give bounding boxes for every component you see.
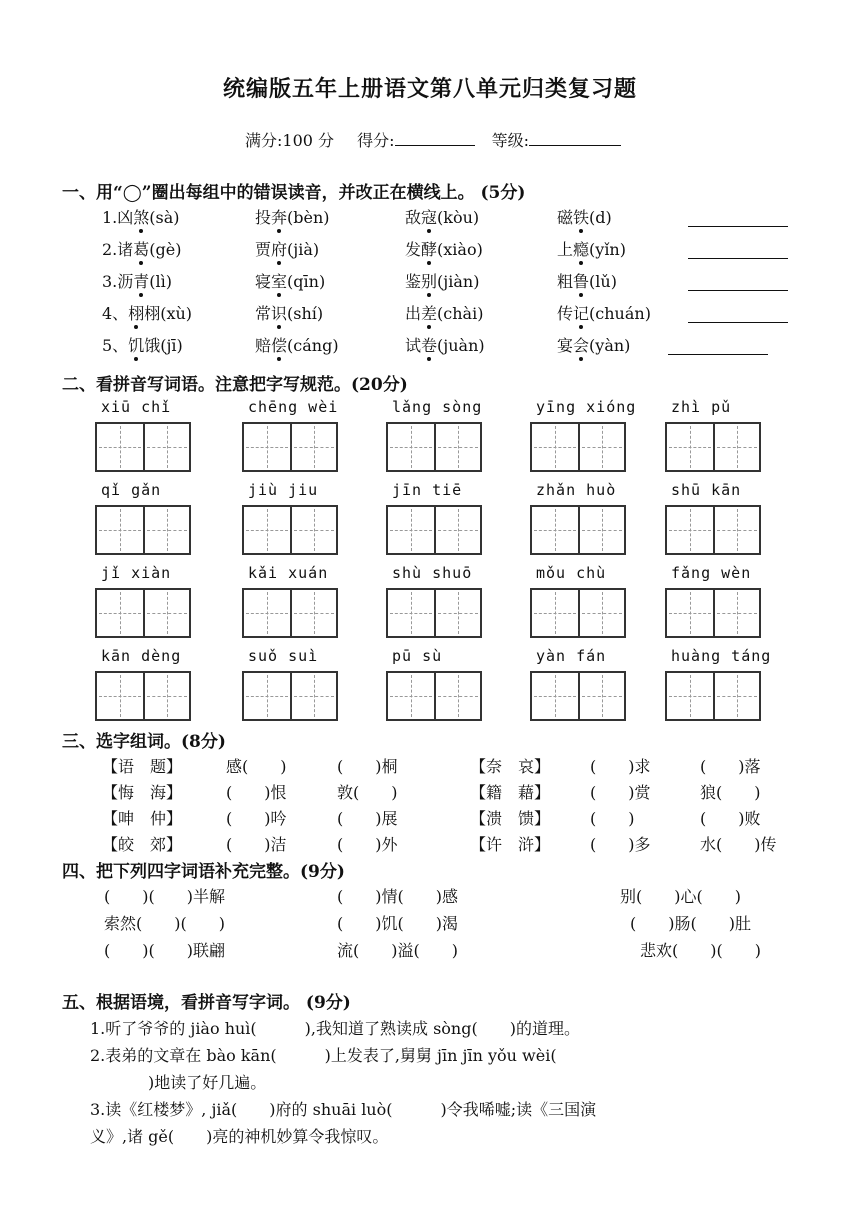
grid-cell[interactable] (244, 673, 290, 719)
grid-cell[interactable] (388, 424, 434, 470)
grid-cell[interactable] (97, 673, 143, 719)
fill-blank-word[interactable]: ( )吟 (226, 809, 287, 828)
item-text: (gè) (149, 240, 182, 259)
pronunciation-item (557, 237, 626, 260)
pinyin-label: lǎng sòng (392, 398, 483, 416)
pinyin-label: xiū chǐ (101, 398, 172, 416)
fill-blank-word[interactable]: ( )展 (337, 809, 398, 828)
fill-blank-word[interactable]: ( )多 (590, 835, 651, 854)
dotted-char: 栩 (128, 301, 144, 324)
grid-cell[interactable] (290, 424, 336, 470)
grid-cell[interactable] (667, 507, 713, 553)
pinyin-label: jīn tiē (392, 481, 463, 499)
pinyin-label: jǐ xiàn (101, 564, 172, 582)
dotted-char: 青 (133, 269, 149, 292)
grid-cell[interactable] (667, 424, 713, 470)
dotted-char: 铁 (573, 205, 589, 228)
grid-cell[interactable] (388, 590, 434, 636)
item-text: (jiàn) (437, 272, 480, 291)
item-text: 贾 (255, 240, 272, 259)
pronunciation-item (405, 205, 479, 228)
grid-cell[interactable] (434, 424, 480, 470)
dotted-char: 记 (573, 301, 589, 324)
item-text: 2.诸 (102, 240, 134, 259)
grid-cell[interactable] (713, 424, 759, 470)
grid-cell[interactable] (434, 507, 480, 553)
fill-blank-word[interactable]: ( )落 (700, 757, 761, 776)
writing-grid[interactable] (242, 588, 338, 638)
idiom-fill[interactable]: 悲欢( )( ) (640, 941, 761, 960)
item-text: 4、 (102, 304, 129, 323)
grid-cell[interactable] (143, 590, 189, 636)
item-text: (chuán) (589, 304, 651, 323)
item-text: 栩(xù) (144, 304, 193, 323)
fill-blank-word[interactable]: ( )恨 (226, 783, 287, 802)
item-text: (chài) (437, 304, 484, 323)
grid-cell[interactable] (578, 507, 624, 553)
section-1-heading: 一、用“◯”圈出每组中的错误读音，并改正在横线上。 (5分) (62, 183, 526, 203)
item-text: 5、 (102, 336, 129, 355)
item-text: 投 (255, 208, 272, 227)
pronunciation-item (557, 205, 612, 228)
dotted-char: 酵 (421, 237, 437, 260)
grid-cell[interactable] (578, 590, 624, 636)
item-text: 试 (405, 336, 422, 355)
writing-grid[interactable] (242, 422, 338, 472)
fill-blank-word[interactable]: ( )求 (590, 757, 651, 776)
context-sentence: 义》,诸 gě( )亮的神机妙算令我惊叹。 (90, 1127, 389, 1146)
writing-grid[interactable] (95, 671, 191, 721)
pronunciation-item (255, 333, 339, 356)
pronunciation-item (255, 269, 325, 292)
writing-grid[interactable] (530, 588, 626, 638)
dotted-char: 府 (271, 237, 287, 260)
grid-cell[interactable] (667, 590, 713, 636)
fill-blank-word[interactable]: 水( )传 (700, 835, 777, 854)
dotted-char: 偿 (271, 333, 287, 356)
pinyin-label: suǒ suì (248, 647, 319, 665)
dotted-char: 别 (421, 269, 437, 292)
item-text: 常 (255, 304, 272, 323)
idiom-fill[interactable]: ( )( )半解 (104, 887, 225, 906)
item-text: 发 (405, 240, 422, 259)
answer-line[interactable] (668, 353, 768, 355)
fill-blank-word[interactable]: ( )败 (700, 809, 761, 828)
pronunciation-item (557, 269, 617, 292)
writing-grid[interactable] (95, 422, 191, 472)
char-choice-pair: 【溃 馈】 (470, 809, 551, 828)
pinyin-label: huàng táng (671, 647, 772, 665)
item-text: 1.凶 (102, 208, 134, 227)
item-text: (jià) (287, 240, 320, 259)
item-text: 上 (557, 240, 574, 259)
grid-cell[interactable] (97, 590, 143, 636)
grid-cell[interactable] (713, 590, 759, 636)
item-text: 敌 (405, 208, 422, 227)
fill-blank-word[interactable]: 敦( ) (337, 783, 398, 802)
dotted-char: 卷 (421, 333, 437, 356)
grid-cell[interactable] (244, 507, 290, 553)
pronunciation-item (102, 301, 192, 324)
fill-blank-word[interactable]: ( )桐 (337, 757, 398, 776)
grid-cell[interactable] (388, 673, 434, 719)
grid-cell[interactable] (97, 507, 143, 553)
dotted-char: 差 (421, 301, 437, 324)
grid-cell[interactable] (532, 507, 578, 553)
pinyin-label: jiù jiu (248, 481, 319, 499)
section-4-heading: 四、把下列四字词语补充完整。(9分) (62, 862, 345, 882)
pinyin-label: chēng wèi (248, 398, 339, 416)
pronunciation-item (405, 269, 479, 292)
pronunciation-item (102, 205, 180, 228)
grid-cell[interactable] (578, 673, 624, 719)
item-text: (cáng) (287, 336, 339, 355)
section-2-heading: 二、看拼音写词语。注意把字写规范。(20分) (62, 375, 408, 395)
writing-grid[interactable] (530, 422, 626, 472)
writing-grid[interactable] (242, 671, 338, 721)
item-text: (sà) (149, 208, 180, 227)
section-3-heading: 三、选字组词。(8分) (62, 732, 226, 752)
grid-cell[interactable] (532, 424, 578, 470)
idiom-fill[interactable]: ( )饥( )渴 (337, 914, 458, 933)
char-choice-pair: 【悔 海】 (102, 783, 183, 802)
writing-grid[interactable] (242, 505, 338, 555)
item-text: (lì) (149, 272, 173, 291)
item-text: (shí) (287, 304, 324, 323)
fill-blank-word[interactable]: 狼( ) (700, 783, 761, 802)
writing-grid[interactable] (386, 588, 482, 638)
page-title: 统编版五年上册语文第八单元归类复习题 (222, 76, 637, 102)
context-sentence: )地读了好几遍。 (116, 1073, 267, 1092)
grid-cell[interactable] (290, 590, 336, 636)
grid-cell[interactable] (532, 673, 578, 719)
item-text: (lǔ) (589, 272, 617, 291)
writing-grid[interactable] (665, 671, 761, 721)
pinyin-label: yàn fán (536, 647, 607, 665)
grid-cell[interactable] (97, 424, 143, 470)
item-text: 粗 (557, 272, 574, 291)
dotted-char: 饥 (128, 333, 144, 356)
writing-grid[interactable] (386, 422, 482, 472)
item-text: 出 (405, 304, 422, 323)
pronunciation-item (255, 205, 330, 228)
pronunciation-item (102, 269, 172, 292)
item-text: 3.沥 (102, 272, 134, 291)
grade-blank[interactable] (529, 131, 621, 146)
pronunciation-item (255, 301, 323, 324)
answer-line[interactable] (688, 289, 788, 291)
item-text: 寝 (255, 272, 272, 291)
context-sentence: 3.读《红楼梦》, jiǎ( )府的 shuāi luò( )令我唏嘘;读《三国演 (90, 1100, 597, 1119)
writing-grid[interactable] (95, 505, 191, 555)
writing-grid[interactable] (386, 505, 482, 555)
score-label: 得分: (357, 131, 395, 150)
fill-blank-word[interactable]: ( )外 (337, 835, 398, 854)
grid-cell[interactable] (713, 673, 759, 719)
dotted-char: 葛 (133, 237, 149, 260)
grid-cell[interactable] (578, 424, 624, 470)
item-text: 赔 (255, 336, 272, 355)
writing-grid[interactable] (95, 588, 191, 638)
grid-cell[interactable] (434, 673, 480, 719)
pronunciation-item (102, 237, 182, 260)
full-score: 满分:100 分 (245, 131, 335, 150)
idiom-fill[interactable]: ( )( )联翩 (104, 941, 225, 960)
grid-cell[interactable] (244, 590, 290, 636)
writing-grid[interactable] (665, 505, 761, 555)
writing-grid[interactable] (665, 422, 761, 472)
idiom-fill[interactable]: 别( )心( ) (620, 887, 741, 906)
pronunciation-item (405, 333, 485, 356)
item-text: (d) (589, 208, 612, 227)
item-text: 宴 (557, 336, 574, 355)
grid-cell[interactable] (244, 424, 290, 470)
item-text: 传 (557, 304, 574, 323)
pronunciation-item (405, 237, 483, 260)
writing-grid[interactable] (665, 588, 761, 638)
section-5-heading: 五、根据语境，看拼音写字词。 (9分) (62, 993, 351, 1013)
item-text: 饿(jī) (144, 336, 183, 355)
char-choice-pair: 【籍 藉】 (470, 783, 551, 802)
item-text: 磁 (557, 208, 574, 227)
grade-label: 等级: (491, 131, 530, 150)
dotted-char: 室 (271, 269, 287, 292)
pinyin-label: zhì pǔ (671, 398, 732, 416)
char-choice-pair: 【皎 郊】 (102, 835, 183, 854)
char-choice-pair: 【语 题】 (102, 757, 183, 776)
item-text: (bèn) (287, 208, 330, 227)
pronunciation-item (557, 333, 630, 356)
grid-cell[interactable] (434, 590, 480, 636)
idiom-fill[interactable]: ( )情( )感 (337, 887, 458, 906)
writing-grid[interactable] (530, 505, 626, 555)
answer-line[interactable] (688, 321, 788, 323)
dotted-char: 煞 (133, 205, 149, 228)
item-text: (qīn) (287, 272, 326, 291)
pinyin-label: zhǎn huò (536, 481, 617, 499)
char-choice-pair: 【呻 仲】 (102, 809, 183, 828)
pinyin-label: kǎi xuán (248, 564, 329, 582)
fill-blank-word[interactable]: ( )洁 (226, 835, 287, 854)
writing-grid[interactable] (530, 671, 626, 721)
grid-cell[interactable] (143, 424, 189, 470)
pronunciation-item (255, 237, 319, 260)
char-choice-pair: 【许 浒】 (470, 835, 551, 854)
item-text: (juàn) (437, 336, 485, 355)
grid-cell[interactable] (290, 673, 336, 719)
pronunciation-item (405, 301, 483, 324)
grid-cell[interactable] (713, 507, 759, 553)
context-sentence: 2.表弟的文章在 bào kān( )上发表了,舅舅 jīn jīn yǒu wèi( (90, 1046, 557, 1065)
pinyin-label: mǒu chù (536, 564, 607, 582)
pinyin-label: fǎng wèn (671, 564, 752, 582)
pronunciation-item (557, 301, 651, 324)
item-text: (yàn) (589, 336, 631, 355)
score-blank[interactable] (395, 131, 475, 146)
grid-cell[interactable] (143, 673, 189, 719)
score-bar (245, 128, 633, 151)
fill-blank-word[interactable]: ( ) (590, 809, 635, 828)
item-text: (xiào) (437, 240, 483, 259)
item-text: (kòu) (437, 208, 480, 227)
pinyin-label: pū sù (392, 647, 443, 665)
grid-cell[interactable] (532, 590, 578, 636)
pinyin-label: yīng xióng (536, 398, 637, 416)
answer-line[interactable] (688, 225, 788, 227)
fill-blank-word[interactable]: 感( ) (226, 757, 287, 776)
idiom-fill[interactable]: 索然( )( ) (104, 914, 225, 933)
writing-grid[interactable] (386, 671, 482, 721)
context-sentence: 1.听了爷爷的 jiào huì( ),我知道了熟读成 sòng( )的道理。 (90, 1019, 580, 1038)
answer-line[interactable] (688, 257, 788, 259)
pinyin-label: shū kān (671, 481, 742, 499)
pinyin-label: shù shuō (392, 564, 473, 582)
idiom-fill[interactable]: ( )肠( )肚 (630, 914, 751, 933)
char-choice-pair: 【奈 哀】 (470, 757, 551, 776)
grid-cell[interactable] (143, 507, 189, 553)
grid-cell[interactable] (290, 507, 336, 553)
idiom-fill[interactable]: 流( )溢( ) (337, 941, 458, 960)
dotted-char: 会 (573, 333, 589, 356)
dotted-char: 鲁 (573, 269, 589, 292)
pronunciation-item (102, 333, 183, 356)
dotted-char: 寇 (421, 205, 437, 228)
pinyin-label: qǐ gǎn (101, 481, 162, 499)
item-text: 鉴 (405, 272, 422, 291)
item-text: (yǐn) (589, 240, 626, 259)
pinyin-label: kān dèng (101, 647, 182, 665)
dotted-char: 瘾 (573, 237, 589, 260)
grid-cell[interactable] (388, 507, 434, 553)
grid-cell[interactable] (667, 673, 713, 719)
dotted-char: 识 (271, 301, 287, 324)
dotted-char: 奔 (271, 205, 287, 228)
fill-blank-word[interactable]: ( )赏 (590, 783, 651, 802)
